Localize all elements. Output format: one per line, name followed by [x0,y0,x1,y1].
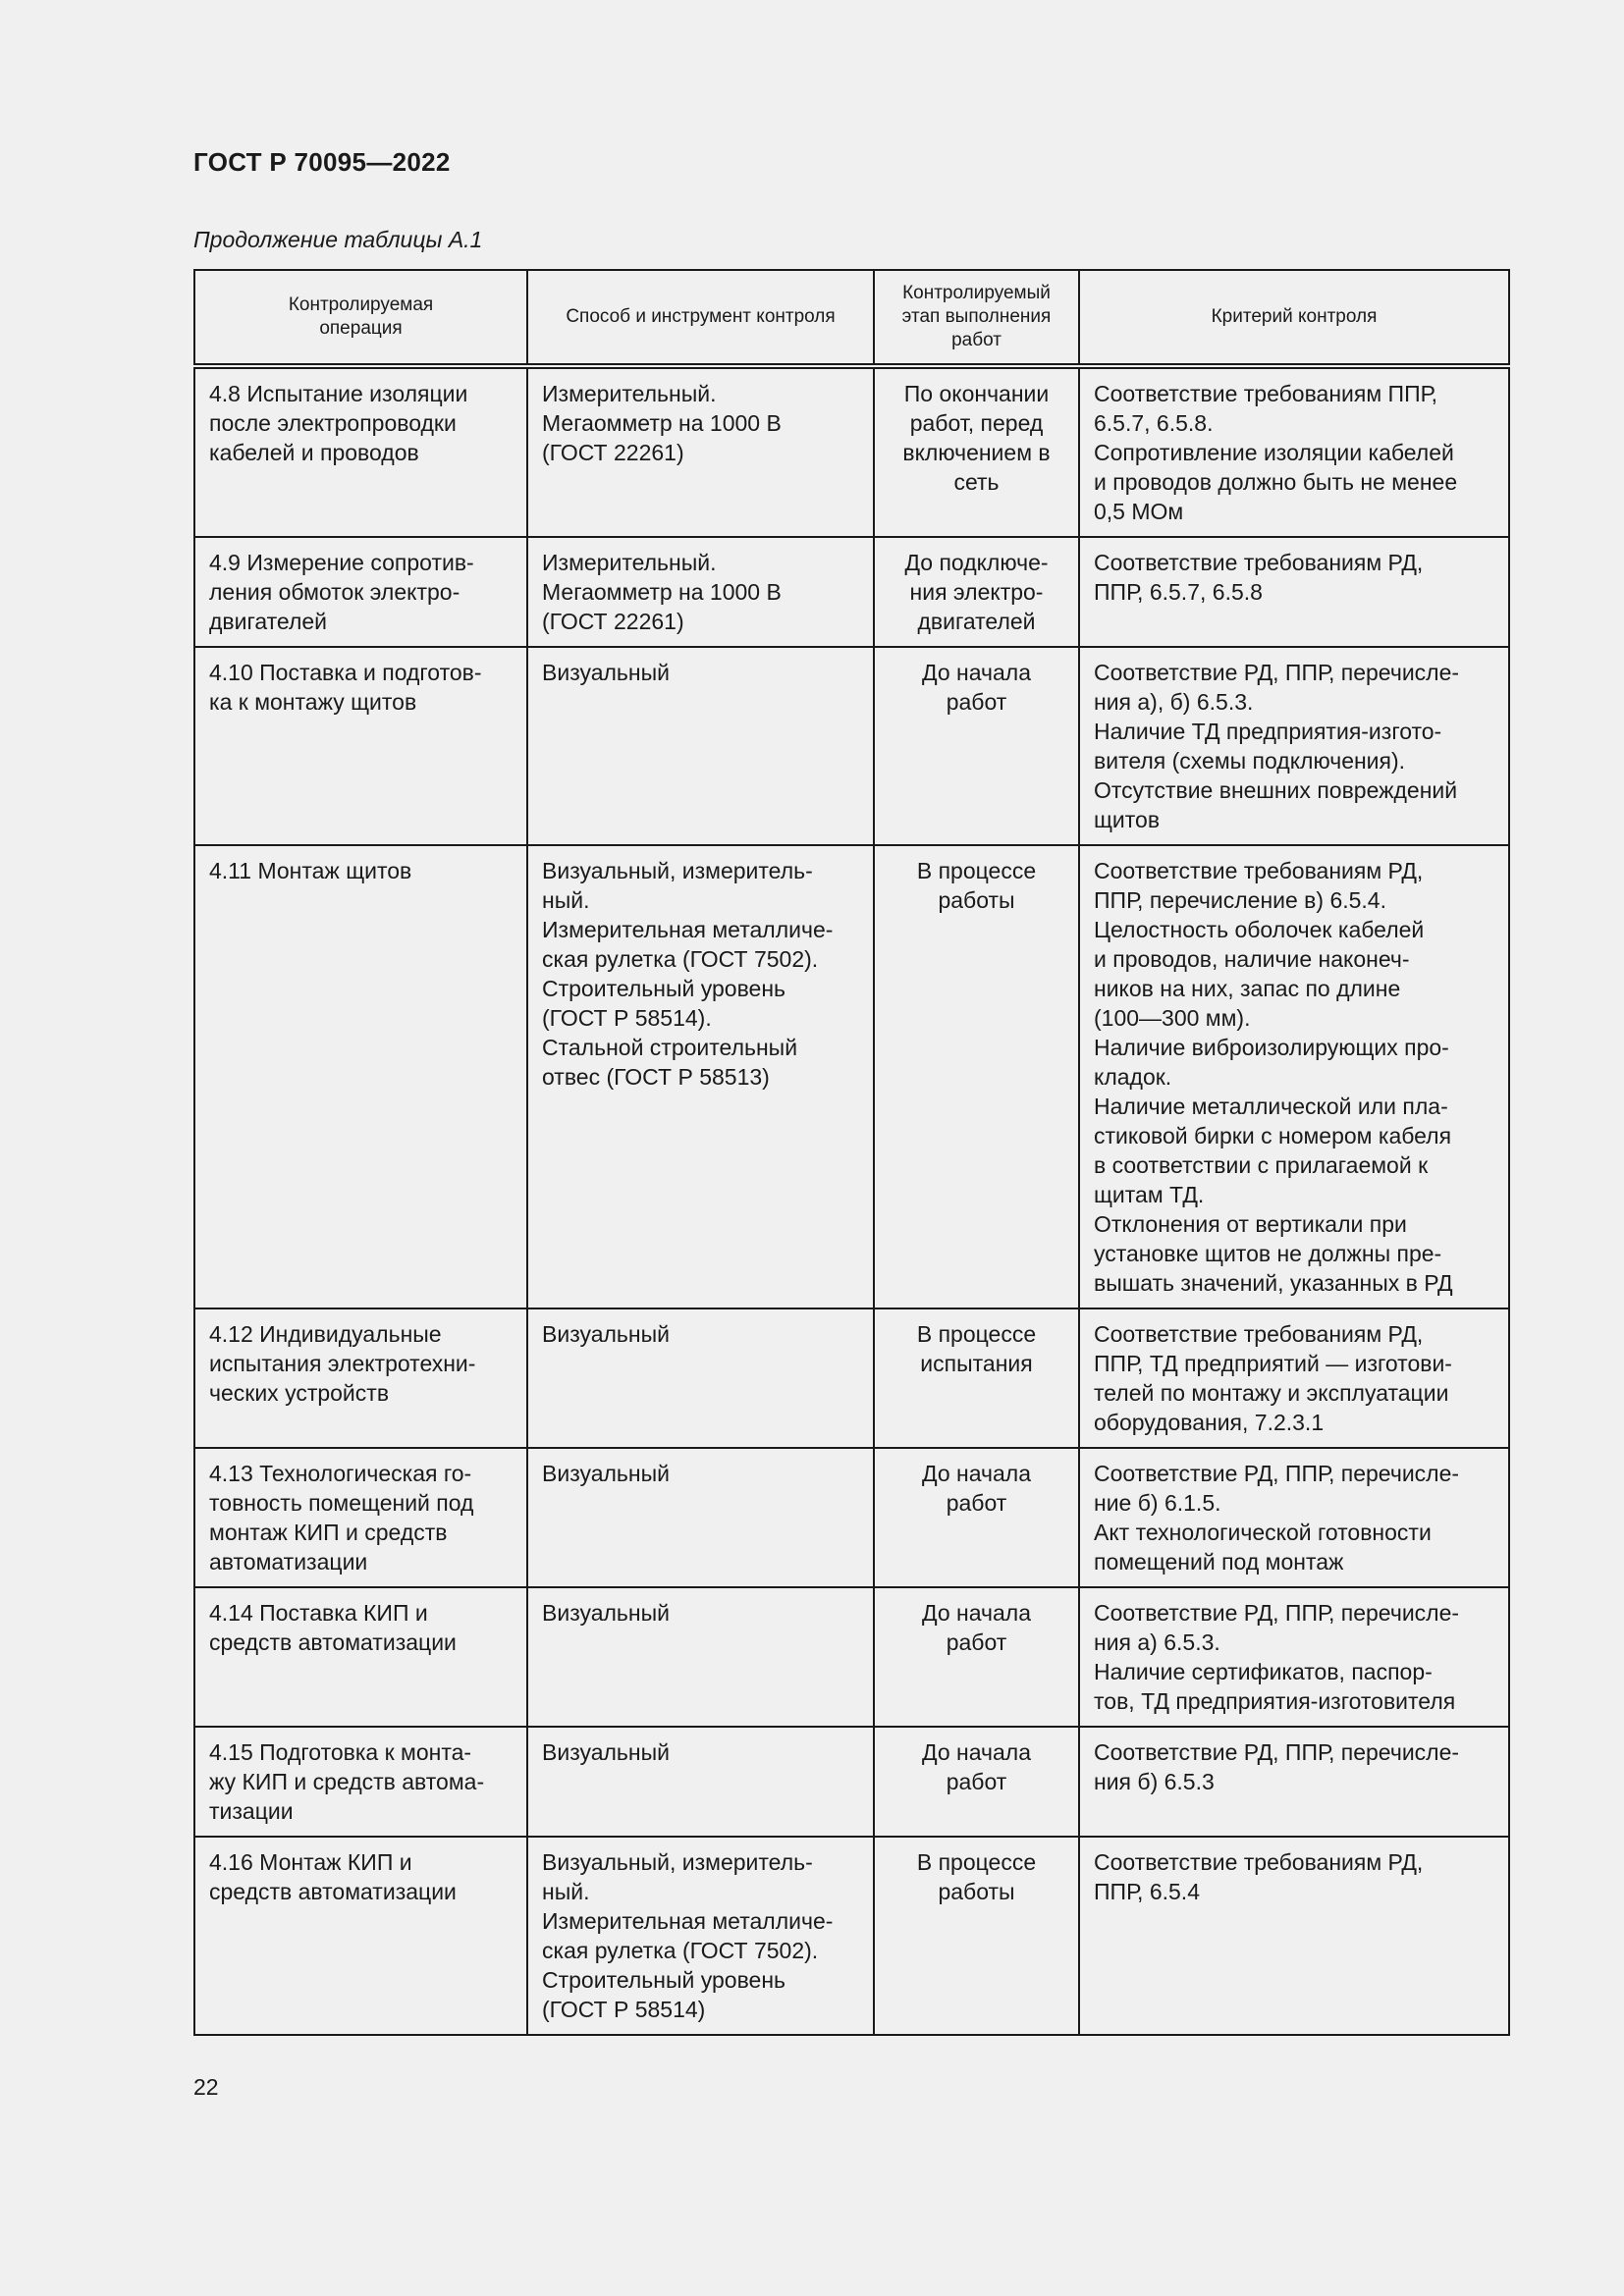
table-row [194,537,1509,647]
column-header-method: Способ и инструмент контроля [527,270,874,366]
operation-cell: 4.15 Подготовка к монта- жу КИП и средств автома- тизации [194,1727,527,1837]
table-row [194,845,1509,1308]
criterion-cell: Соответствие требованиям РД, ППР, 6.5.4 [1079,1837,1509,2035]
stage-cell: По окончании работ, перед включением в сеть [874,366,1079,537]
operation-cell: 4.11 Монтаж щитов [194,845,527,1308]
column-header-stage: Контролируемый этап выполнения работ [874,270,1079,366]
operation-cell: 4.14 Поставка КИП и средств автоматизации [194,1587,527,1727]
table-row [194,1727,1509,1837]
method-cell: Визуальный [527,1448,874,1587]
criterion-cell: Соответствие РД, ППР, перечисле- ния а) 6.5.3. Наличие сертификатов, паспор- тов, ТД предприятия-изготовителя [1079,1587,1509,1727]
method-cell: Визуальный, измеритель- ный. Измерительная металличе- ская рулетка (ГОСТ 7502). Строительный уровень (ГОСТ Р 58514). Стальной строительный отвес (ГОСТ Р 58513) [527,845,874,1308]
criterion-cell: Соответствие РД, ППР, перечисле- ния а), б) 6.5.3. Наличие ТД предприятия-изгото- вителя (схемы подключения). Отсутствие внешних повреждений щитов [1079,647,1509,845]
table-row [194,1837,1509,2035]
page-number: 22 [193,2074,219,2100]
table-row [194,1448,1509,1587]
criterion-cell: Соответствие требованиям РД, ППР, ТД предприятий — изготови- телей по монтажу и эксплуатации оборудования, 7.2.3.1 [1079,1308,1509,1448]
method-cell: Визуальный [527,647,874,845]
stage-cell: До начала работ [874,1587,1079,1727]
criterion-cell: Соответствие требованиям РД, ППР, 6.5.7, 6.5.8 [1079,537,1509,647]
document-header: ГОСТ Р 70095—2022 [193,147,451,177]
method-cell: Визуальный [527,1727,874,1837]
operation-cell: 4.16 Монтаж КИП и средств автоматизации [194,1837,527,2035]
table-header-row [194,270,1509,366]
column-header-operation: Контролируемая операция [194,270,527,366]
stage-cell: До начала работ [874,1727,1079,1837]
method-cell: Измерительный. Мегаомметр на 1000 В (ГОСТ 22261) [527,537,874,647]
method-cell: Визуальный [527,1587,874,1727]
table-row [194,366,1509,537]
table-row [194,1308,1509,1448]
criterion-cell: Соответствие РД, ППР, перечисле- ние б) 6.1.5. Акт технологической готовности помещений под монтаж [1079,1448,1509,1587]
operation-cell: 4.10 Поставка и подготов- ка к монтажу щитов [194,647,527,845]
table-row [194,1587,1509,1727]
method-cell: Визуальный [527,1308,874,1448]
method-cell: Визуальный, измеритель- ный. Измерительная металличе- ская рулетка (ГОСТ 7502). Строительный уровень (ГОСТ Р 58514) [527,1837,874,2035]
stage-cell: До подключе- ния электро- двигателей [874,537,1079,647]
criterion-cell: Соответствие требованиям РД, ППР, перечисление в) 6.5.4. Целостность оболочек кабелей и проводов, наличие наконеч- ников на них, запас по длине (100—300 мм). Наличие виброизолирующих про- кладок. Наличие металлической или пла- стиковой бирки с номером кабеля в соответствии с прилагаемой к щитам ТД. Отклонения от вертикали при установке щитов не должны пре- вышать значений, указанных в РД [1079,845,1509,1308]
stage-cell: В процессе работы [874,845,1079,1308]
table-row [194,647,1509,845]
column-header-criterion: Критерий контроля [1079,270,1509,366]
operation-cell: 4.9 Измерение сопротив- ления обмоток электро- двигателей [194,537,527,647]
operation-cell: 4.13 Технологическая го- товность помещений под монтаж КИП и средств автоматизации [194,1448,527,1587]
criterion-cell: Соответствие требованиям ППР, 6.5.7, 6.5.8. Сопротивление изоляции кабелей и проводов должно быть не менее 0,5 МОм [1079,366,1509,537]
stage-cell: До начала работ [874,1448,1079,1587]
stage-cell: До начала работ [874,647,1079,845]
control-table [193,269,1510,2036]
table-caption: Продолжение таблицы А.1 [193,227,483,252]
operation-cell: 4.8 Испытание изоляции после электропроводки кабелей и проводов [194,366,527,537]
operation-cell: 4.12 Индивидуальные испытания электротехни- ческих устройств [194,1308,527,1448]
stage-cell: В процессе работы [874,1837,1079,2035]
criterion-cell: Соответствие РД, ППР, перечисле- ния б) 6.5.3 [1079,1727,1509,1837]
method-cell: Измерительный. Мегаомметр на 1000 В (ГОСТ 22261) [527,366,874,537]
stage-cell: В процессе испытания [874,1308,1079,1448]
